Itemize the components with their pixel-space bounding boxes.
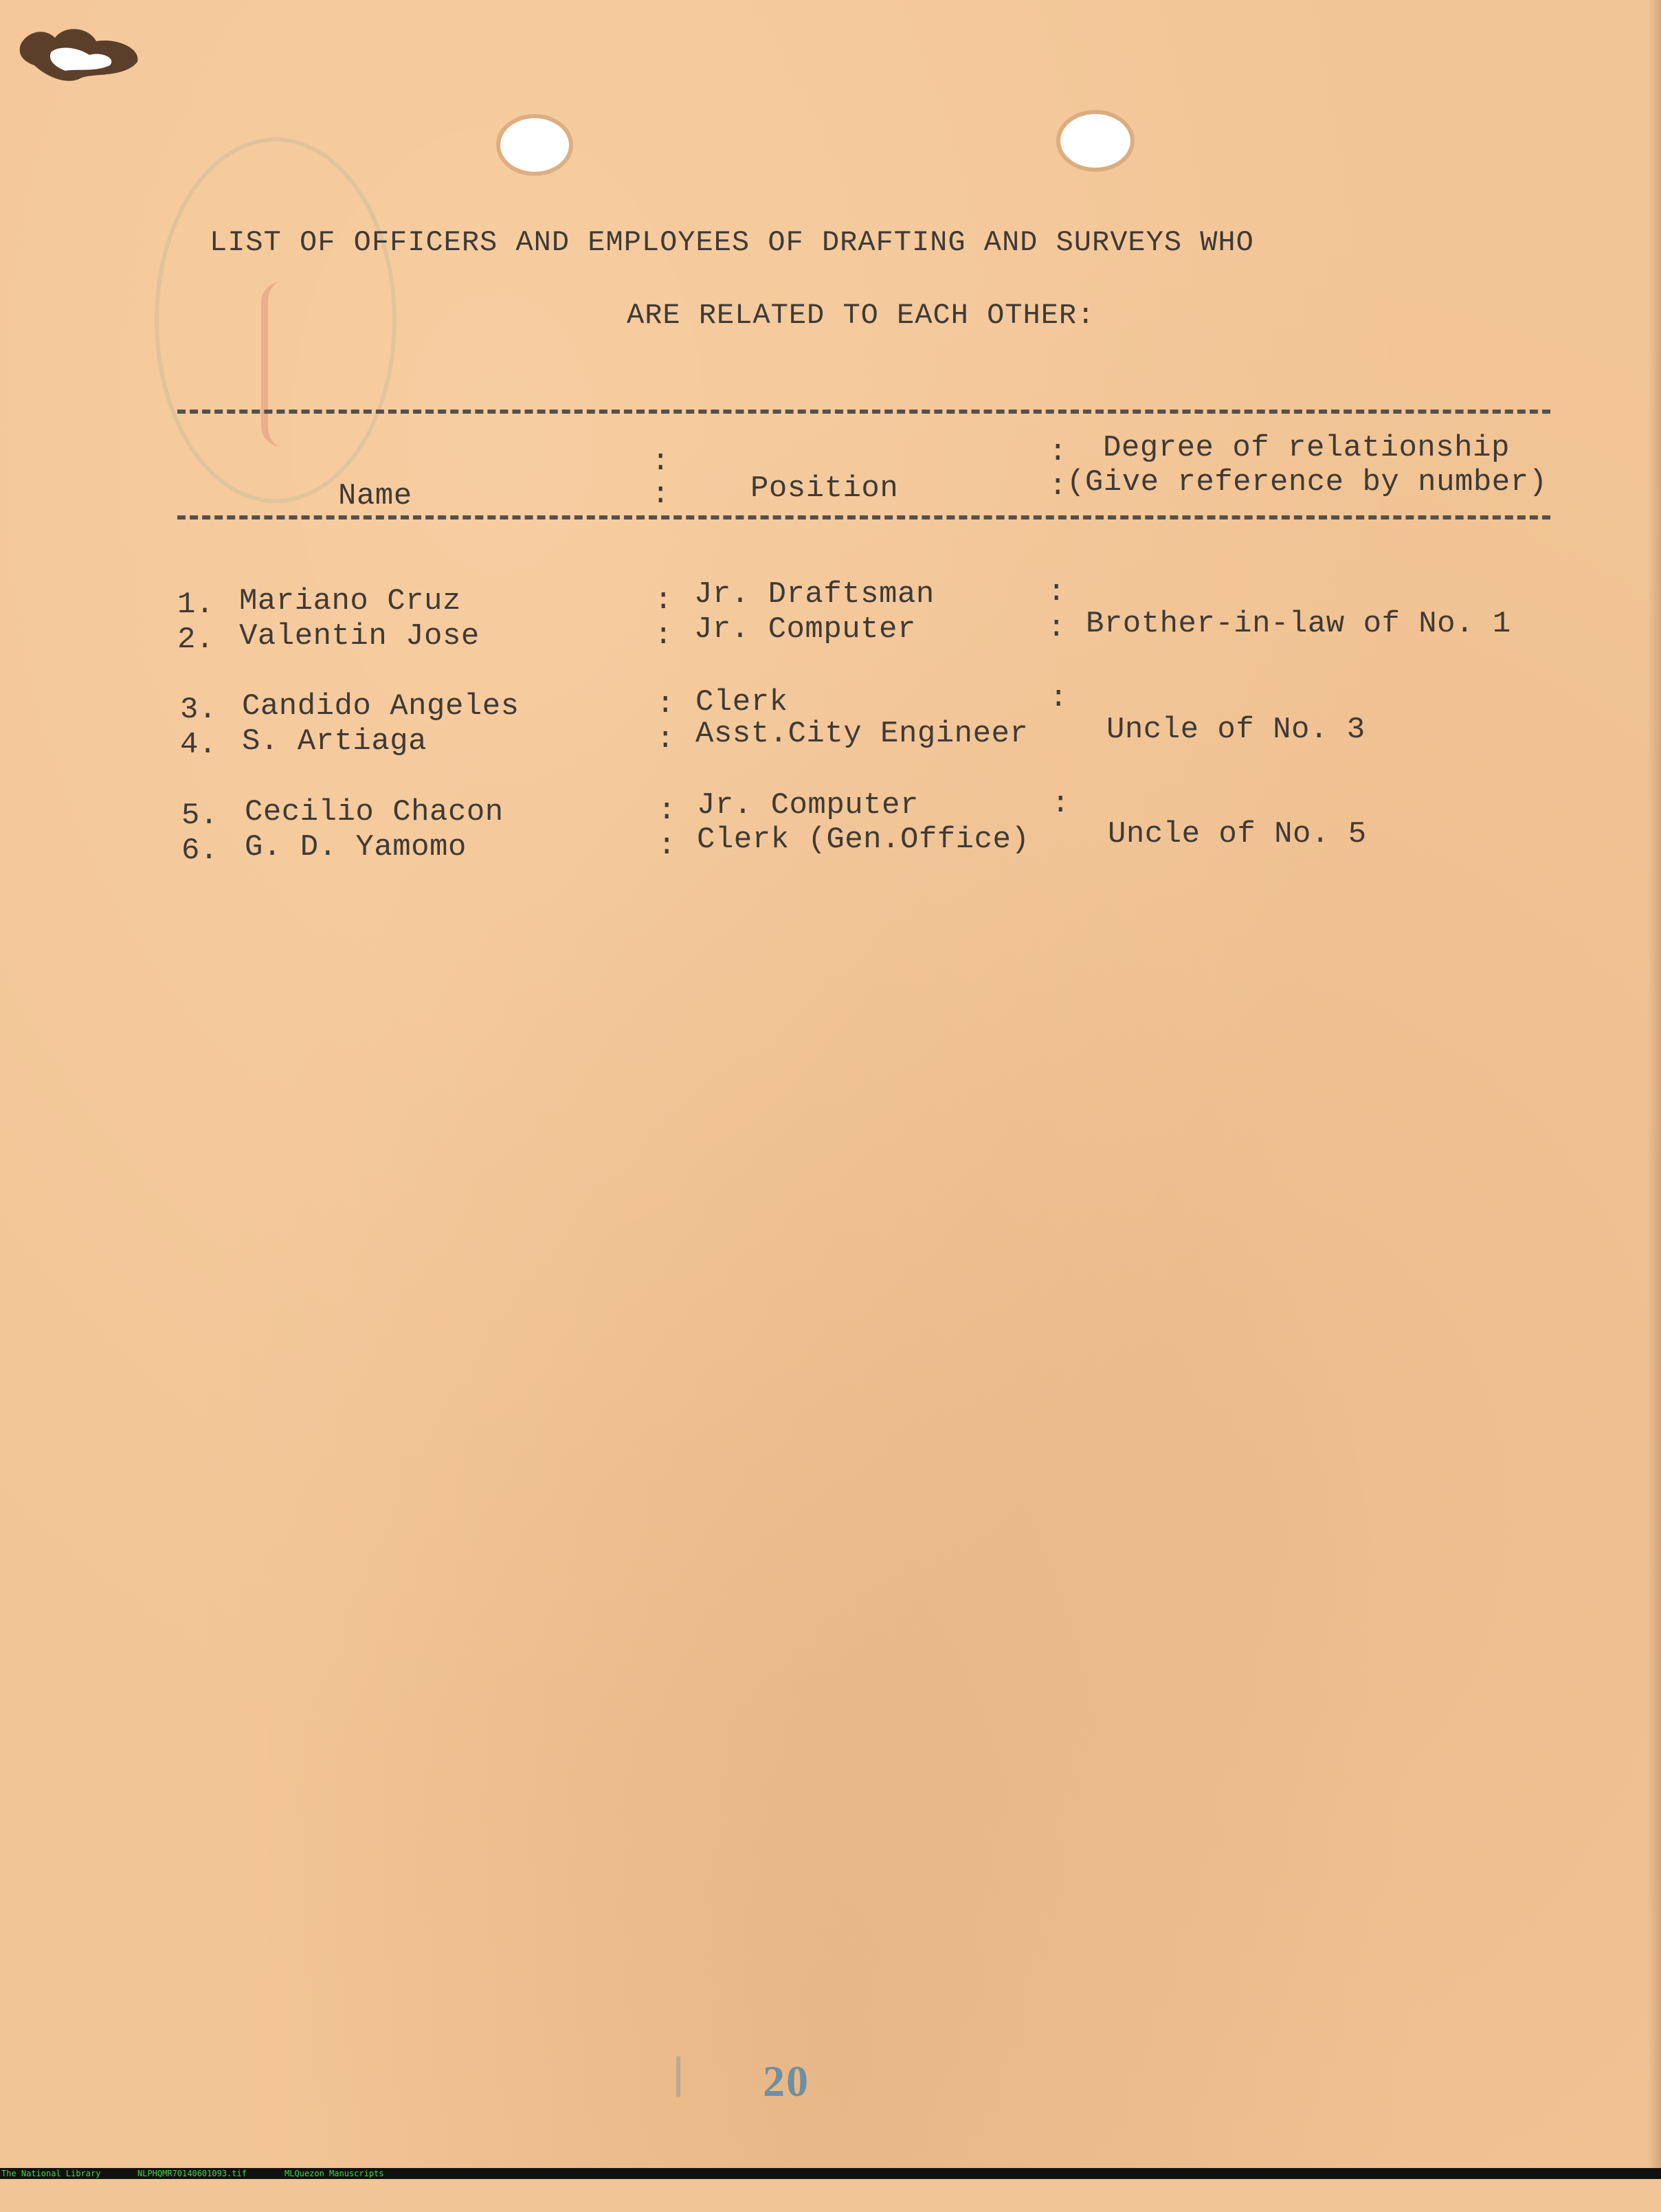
paper-edge bbox=[1647, 0, 1661, 2168]
footer-collection: MLQuezon Manuscripts bbox=[285, 2169, 384, 2178]
table-top-rule bbox=[177, 410, 1550, 414]
page-number-mark bbox=[676, 2056, 680, 2097]
header-relationship-line-1: Degree of relationship bbox=[1103, 431, 1510, 465]
page-number: 20 bbox=[763, 2057, 810, 2105]
employee-name: Candido Angeles bbox=[242, 689, 520, 724]
employee-position: Clerk (Gen.Office) bbox=[697, 823, 1030, 857]
row-separator: : bbox=[1049, 681, 1068, 715]
row-separator: : bbox=[656, 687, 675, 722]
row-separator: : bbox=[1047, 575, 1066, 610]
footer-file: NLPHQMR70140601093.tif bbox=[137, 2169, 247, 2178]
employee-name: G. D. Yamomo bbox=[245, 830, 467, 864]
torn-corner-mark bbox=[14, 17, 151, 86]
row-number: 6. bbox=[181, 834, 219, 868]
employee-name: S. Artiaga bbox=[242, 724, 427, 759]
employee-position: Asst.City Engineer bbox=[695, 717, 1029, 751]
header-separator: : bbox=[1049, 469, 1067, 504]
footer-library: The National Library bbox=[1, 2169, 101, 2178]
row-number: 4. bbox=[180, 728, 217, 762]
employee-position: Jr. Draftsman bbox=[694, 577, 935, 612]
faded-stamp-mark bbox=[261, 282, 330, 447]
employee-position: Jr. Computer bbox=[697, 788, 919, 823]
archive-footer bbox=[0, 2168, 1661, 2179]
header-name: Name bbox=[338, 479, 412, 513]
header-relationship-line-2: (Give reference by number) bbox=[1067, 465, 1548, 500]
document-title-line-1: LIST OF OFFICERS AND EMPLOYEES OF DRAFTING AND SURVEYS WHO bbox=[210, 226, 1254, 259]
row-separator: : bbox=[1047, 611, 1066, 645]
row-separator: : bbox=[654, 583, 673, 618]
row-separator: : bbox=[658, 794, 676, 828]
employee-name: Mariano Cruz bbox=[239, 584, 461, 618]
header-separator: : bbox=[651, 478, 670, 512]
relationship-value: Brother-in-law of No. 1 bbox=[1086, 607, 1511, 641]
employee-name: Valentin Jose bbox=[239, 619, 480, 653]
header-separator: : bbox=[1049, 435, 1067, 469]
header-separator: : bbox=[651, 445, 670, 479]
employee-position: Jr. Computer bbox=[694, 612, 916, 647]
row-number: 2. bbox=[177, 623, 214, 657]
row-separator: : bbox=[654, 618, 673, 653]
document-title-line-2: ARE RELATED TO EACH OTHER: bbox=[627, 299, 1095, 332]
row-number: 1. bbox=[177, 588, 214, 622]
table-header-rule bbox=[177, 515, 1550, 520]
row-number: 3. bbox=[180, 693, 217, 727]
row-separator: : bbox=[656, 722, 675, 757]
row-separator: : bbox=[658, 829, 676, 863]
header-position: Position bbox=[750, 471, 899, 506]
row-separator: : bbox=[1051, 787, 1070, 821]
relationship-value: Uncle of No. 3 bbox=[1106, 713, 1365, 747]
punch-hole-left bbox=[500, 118, 569, 172]
punch-hole-right bbox=[1060, 114, 1130, 168]
relationship-value: Uncle of No. 5 bbox=[1108, 817, 1367, 851]
row-number: 5. bbox=[181, 798, 219, 833]
employee-position: Clerk bbox=[695, 685, 788, 719]
employee-name: Cecilio Chacon bbox=[245, 795, 504, 829]
